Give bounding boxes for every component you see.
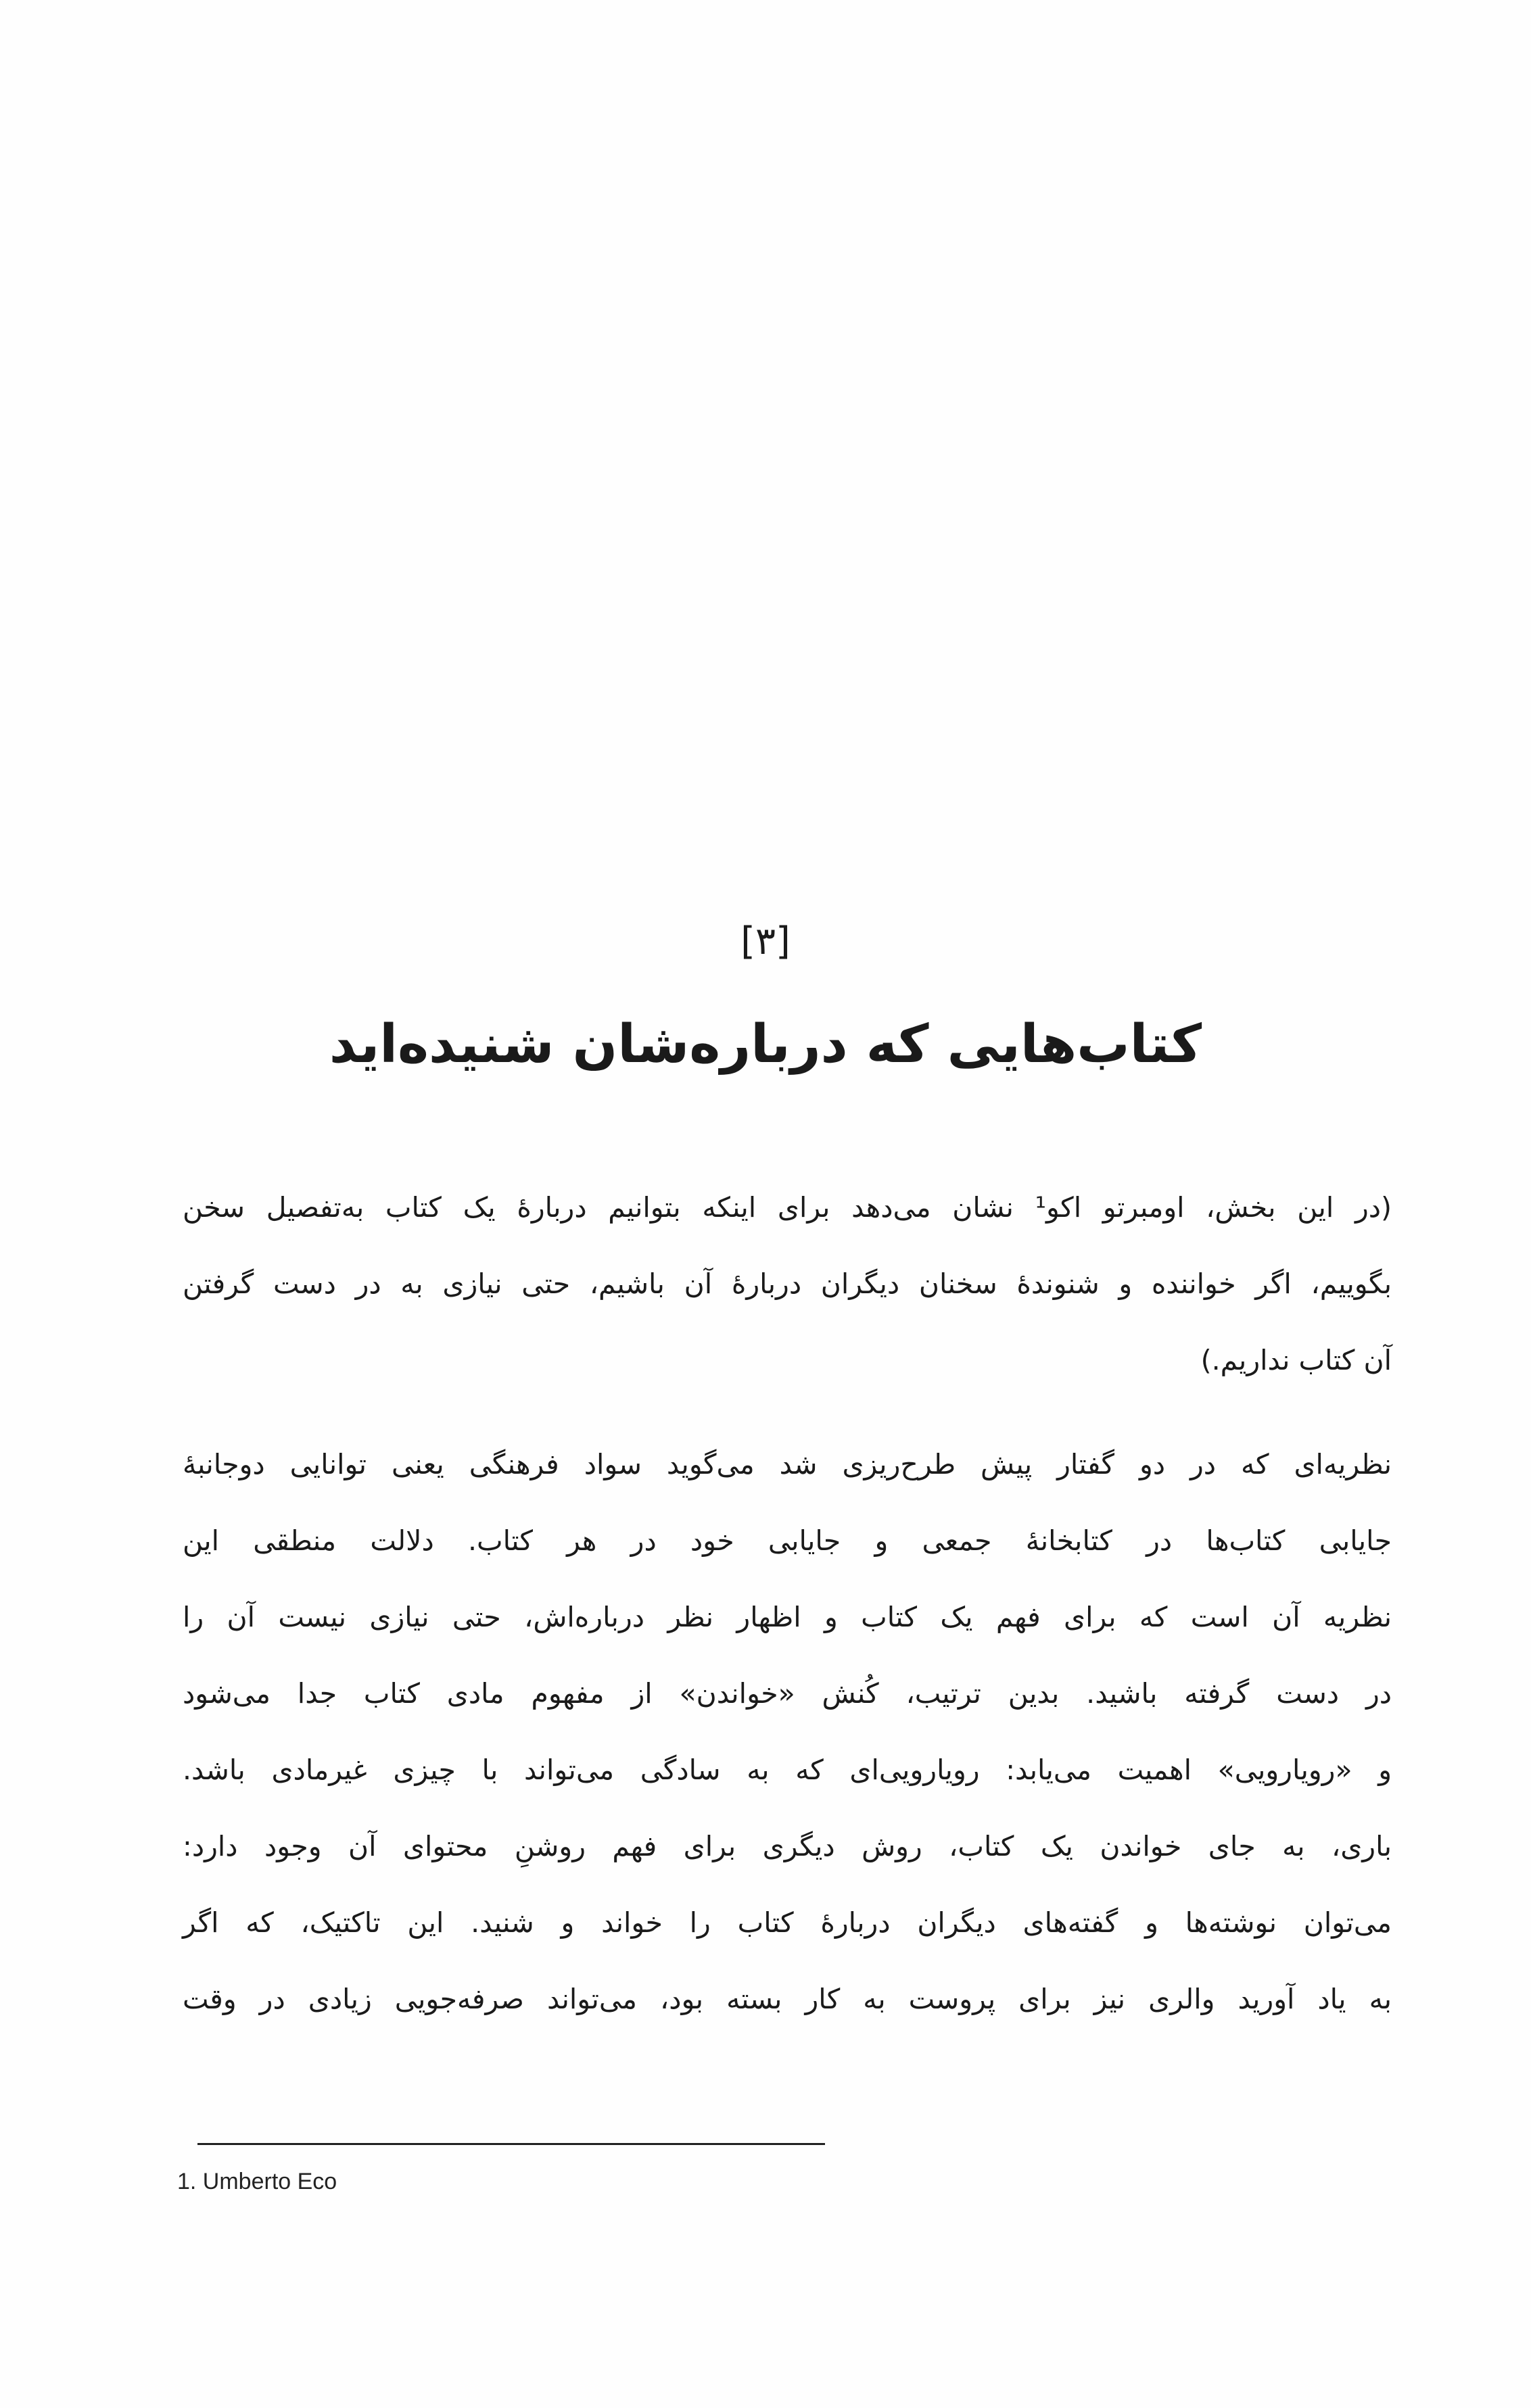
body-line: نظریه آن است که برای فهم یک کتاب و اظهار نظر درباره‌اش، حتی نیازی نیست آن را [183,1601,1392,1633]
chapter-number: [۳] [740,919,791,963]
body-line: و «رویارویی» اهمیت می‌یابد: رویارویی‌ای که به سادگی می‌تواند با چیزی غیرمادی باشد. [183,1754,1392,1786]
body-line: جایابی کتاب‌ها در کتابخانهٔ جمعی و جایابی خود در هر کتاب. دلالت منطقی این [183,1524,1392,1557]
body-line: به یاد آورید والری نیز برای پروست به کار بسته بود، می‌تواند صرفه‌جویی زیادی در وقت [183,1983,1392,2015]
chapter-intro [183,1170,1392,1399]
body-line: می‌توان نوشته‌ها و گفته‌های دیگران دربارهٔ کتاب را خواند و شنید. این تاکتیک، که اگر [183,1906,1392,1939]
body-text [183,1426,1392,2038]
intro-line: (در این بخش، اومبرتو اکو¹ نشان می‌دهد برای اینکه بتوانیم دربارهٔ یک کتاب به‌تفصیل سخن [183,1191,1392,1224]
intro-line: آن کتاب نداریم.) [1200,1344,1392,1376]
footnote: 1. Umberto Eco [177,2169,337,2194]
body-line: نظریه‌ای که در دو گفتار پیش طرح‌ریزی شد می‌گوید سواد فرهنگی یعنی توانایی دوجانبهٔ [183,1448,1392,1480]
body-line: باری، به جای خواندن یک کتاب، روش دیگری برای فهم روشنِ محتوای آن وجود دارد: [183,1830,1392,1862]
intro-line: بگوییم، اگر خواننده و شنوندهٔ سخنان دیگران دربارهٔ آن باشیم، حتی نیازی به در دست گرفتن [183,1268,1392,1300]
chapter-title: کتاب‌هایی که درباره‌شان شنیده‌اید [329,1014,1202,1075]
body-line: در دست گرفته باشید. بدین ترتیب، کُنش «خواندن» از مفهوم مادی کتاب جدا می‌شود [183,1677,1392,1710]
footnote-divider [197,2143,825,2145]
